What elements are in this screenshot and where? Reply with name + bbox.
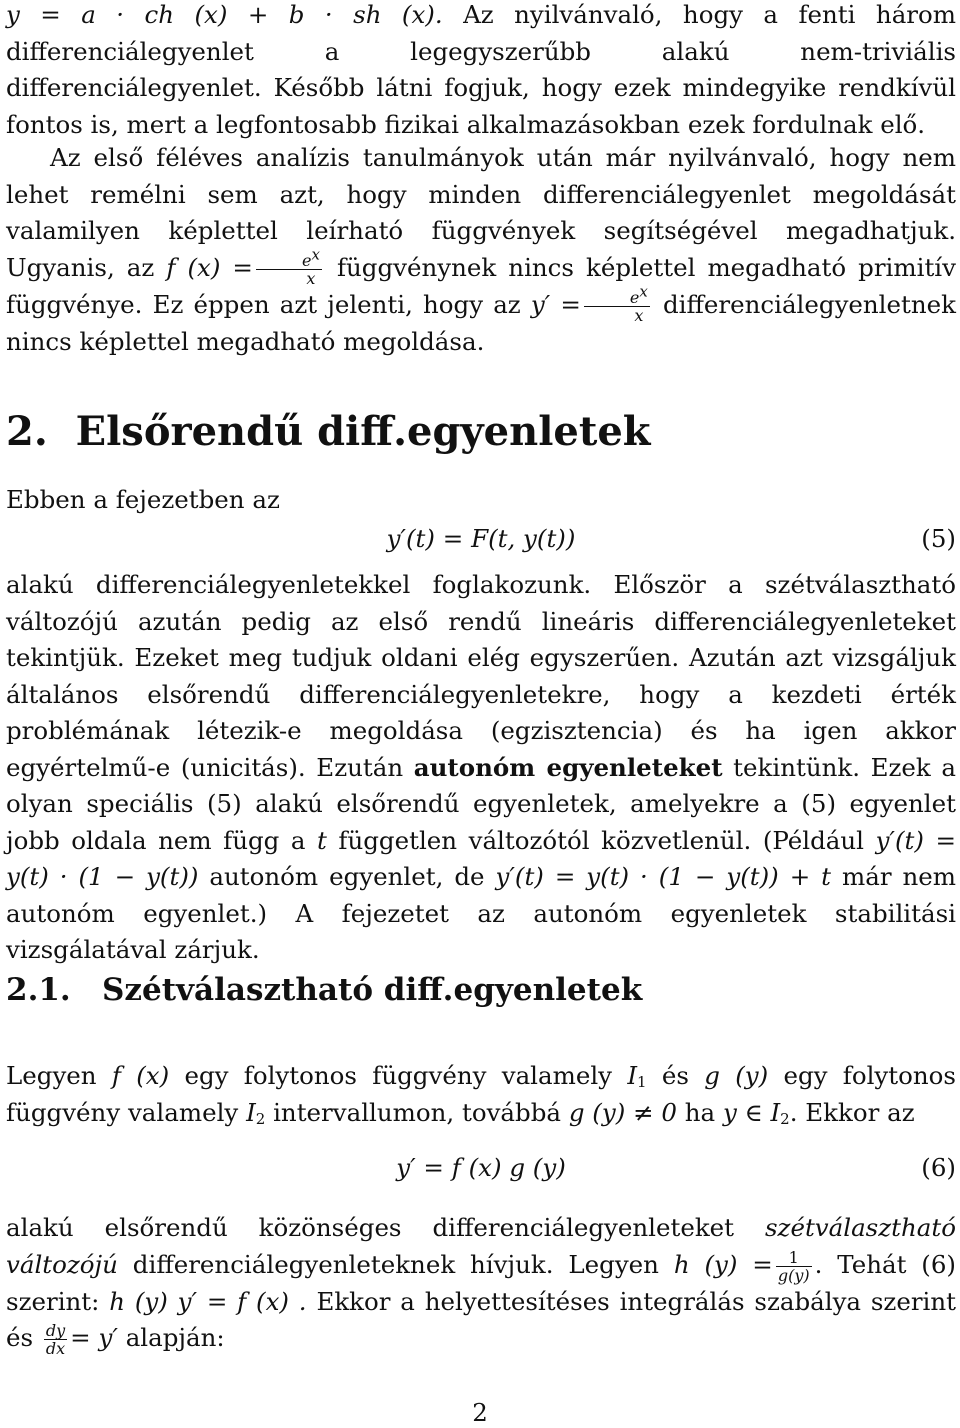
paragraph-3-text-e: már nem autonóm egyenlet.) A fejezetet az autonóm egyenletek stabilitási vizsgálatával zárjuk. <box>6 862 957 964</box>
frac-gy: g(y) <box>777 1265 810 1285</box>
p4-I1-letter: I <box>627 1061 638 1090</box>
equation-6-body: y′ = f (x) g (y) <box>396 1153 566 1182</box>
general-solution-formula: y = a · ch (x) + b · sh (x). <box>6 0 443 29</box>
example-1: y′(t) = y(t) · (1 − y(t)) <box>6 825 956 891</box>
paragraph-1 <box>6 0 956 143</box>
fx-definition: f (x) = <box>166 252 253 282</box>
p4-fx: f (x) <box>111 1061 170 1090</box>
fraction-ex-over-x-2 <box>584 282 650 325</box>
p4-t2: egy folytonos függvény valamely <box>184 1061 613 1090</box>
equation-6 <box>6 1150 956 1186</box>
p4-t5: intervallumon, továbbá <box>273 1097 562 1127</box>
frac-denominator-2: x <box>634 305 644 325</box>
p4-I1 <box>627 1061 646 1090</box>
subsection-title: Szétválasztható diff.egyenletek <box>102 972 643 1008</box>
paragraph-2-text-c: differenciálegyenletnek nincs képlettel megadható megoldása. <box>6 289 956 356</box>
p4-I2-letter: I <box>246 1097 256 1127</box>
p4-gy: g (y) <box>704 1061 769 1090</box>
p4-I1-sub: 1 <box>637 1073 647 1091</box>
yprime-equation: y′ = <box>530 289 581 319</box>
paragraph-3-intro <box>6 482 280 519</box>
p4-I2 <box>246 1098 265 1127</box>
paragraph-3-text-a: alakú differenciálegyenletekkel foglakozunk. Először a szétválasztható változójú azután pedig az első rendű lineáris differenciálegyenleteket tekintjük. Ezeket meg tudjuk oldani elég egyszerűen. Azután azt vizsgáljuk általános elsőrendű differenciálegyenletekre, hogy a kezdeti érték problémának létezik-e megoldása (egzisztencia) és ha igen akkor egyértelmű-e (unicitás). Ezután <box>6 570 956 782</box>
paragraph-3-text-d: autonóm egyenlet, de <box>209 862 485 891</box>
frac-numerator-2: e <box>629 287 640 307</box>
p4-cond2-text: y ∈ I <box>722 1097 781 1127</box>
p4-t1: Legyen <box>6 1061 97 1090</box>
p4-t3: és <box>661 1061 689 1090</box>
p5-t10: . Tehát (6) szerint: <box>6 1249 956 1316</box>
p5-t11: Ekkor a helyettesítéses integrálás szabálya szerint és <box>6 1286 957 1352</box>
p4-cond2 <box>723 1098 790 1127</box>
example-2: y′(t) = y(t) · (1 − y(t)) + t <box>495 862 832 891</box>
section-heading-2 <box>6 408 651 455</box>
frac-exponent: x <box>311 245 320 264</box>
t-variable: t <box>317 825 327 855</box>
equation-5-body: y′(t) = F(t, y(t)) <box>386 524 576 553</box>
paragraph-4 <box>6 1058 956 1131</box>
p5-term: szétválasztható változójú <box>6 1213 956 1279</box>
p4-cond: g (y) ≠ 0 <box>568 1097 677 1127</box>
paragraph-2-text-a: Az első féléves analízis tanulmányok után már nyilvánvaló, hogy nem lehet remélni sem azt, hogy minden differenciálegyenlet megoldását valamilyen képlettel leírható függvények segítségével megadhatjuk. Ugyanis, az <box>6 143 956 282</box>
paragraph-2-text-b: függvénynek nincs képlettel megadható primitív függvénye. Ez éppen azt jelenti, hogy az <box>6 252 956 319</box>
fraction-ex-over-x <box>256 245 322 288</box>
p5-eq-dy: = y′ <box>70 1323 118 1352</box>
frac-denominator: x <box>306 268 316 288</box>
section-title: Elsőrendű diff.egyenletek <box>75 408 651 455</box>
p4-cond2-sub: 2 <box>780 1109 790 1128</box>
bold-term: autonóm egyenleteket <box>413 752 723 782</box>
intro-text: Ebben a fejezetben az <box>6 485 280 514</box>
page-number: 2 <box>472 1398 488 1427</box>
section-number: 2. <box>6 408 48 455</box>
frac-dx: dx <box>45 1339 66 1358</box>
p4-t7: . Ekkor az <box>789 1097 915 1127</box>
p5-hy: h (y) = <box>673 1249 773 1279</box>
paragraph-3 <box>6 567 956 969</box>
equation-5 <box>6 521 956 557</box>
frac-numerator: e <box>301 250 312 270</box>
paragraph-3-text-b: tekintünk. Ezek a olyan speciális (5) alakú elsőrendű egyenletek, amelyekre a (5) egyenlet jobb oldala nem függ a <box>6 752 956 855</box>
equation-5-number: (5) <box>921 524 956 553</box>
p5-t8: alakú elsőrendű közönséges differenciálegyenleteket <box>6 1213 735 1242</box>
p5-t9: differenciálegyenleteknek hívjuk. Legyen <box>132 1249 659 1279</box>
p5-t12: alapján: <box>125 1323 225 1352</box>
subsection-number: 2.1. <box>6 972 71 1008</box>
fraction-1-over-gy <box>776 1249 812 1284</box>
p4-t4: egy folytonos függvény valamely <box>6 1061 956 1127</box>
equation-6-number: (6) <box>921 1153 956 1182</box>
paragraph-2 <box>6 140 956 360</box>
paragraph-5 <box>6 1210 956 1357</box>
paragraph-1-text: Az nyilvánvaló, hogy a fenti három differenciálegyenlet a legegyszerűbb alakú nem-triviális differenciálegyenlet. Később látni fogjuk, hogy ezek mindegyike rendkívül fontos is, mert a legfontosabb fizikai alkalmazásokban ezek fordulnak elő. <box>6 0 956 139</box>
p5-eq-h: h (y) y′ = f (x) . <box>109 1286 307 1316</box>
frac-dy: dy <box>45 1321 66 1340</box>
frac-1: 1 <box>776 1249 812 1267</box>
fraction-dy-dx <box>44 1322 67 1357</box>
p4-I2-sub: 2 <box>255 1109 266 1128</box>
frac-exponent-2: x <box>639 282 648 301</box>
section-heading-2-1 <box>6 972 642 1008</box>
p4-t6: ha <box>684 1097 716 1127</box>
paragraph-3-text-c: független változótól közvetlenül. (Például <box>338 825 865 855</box>
